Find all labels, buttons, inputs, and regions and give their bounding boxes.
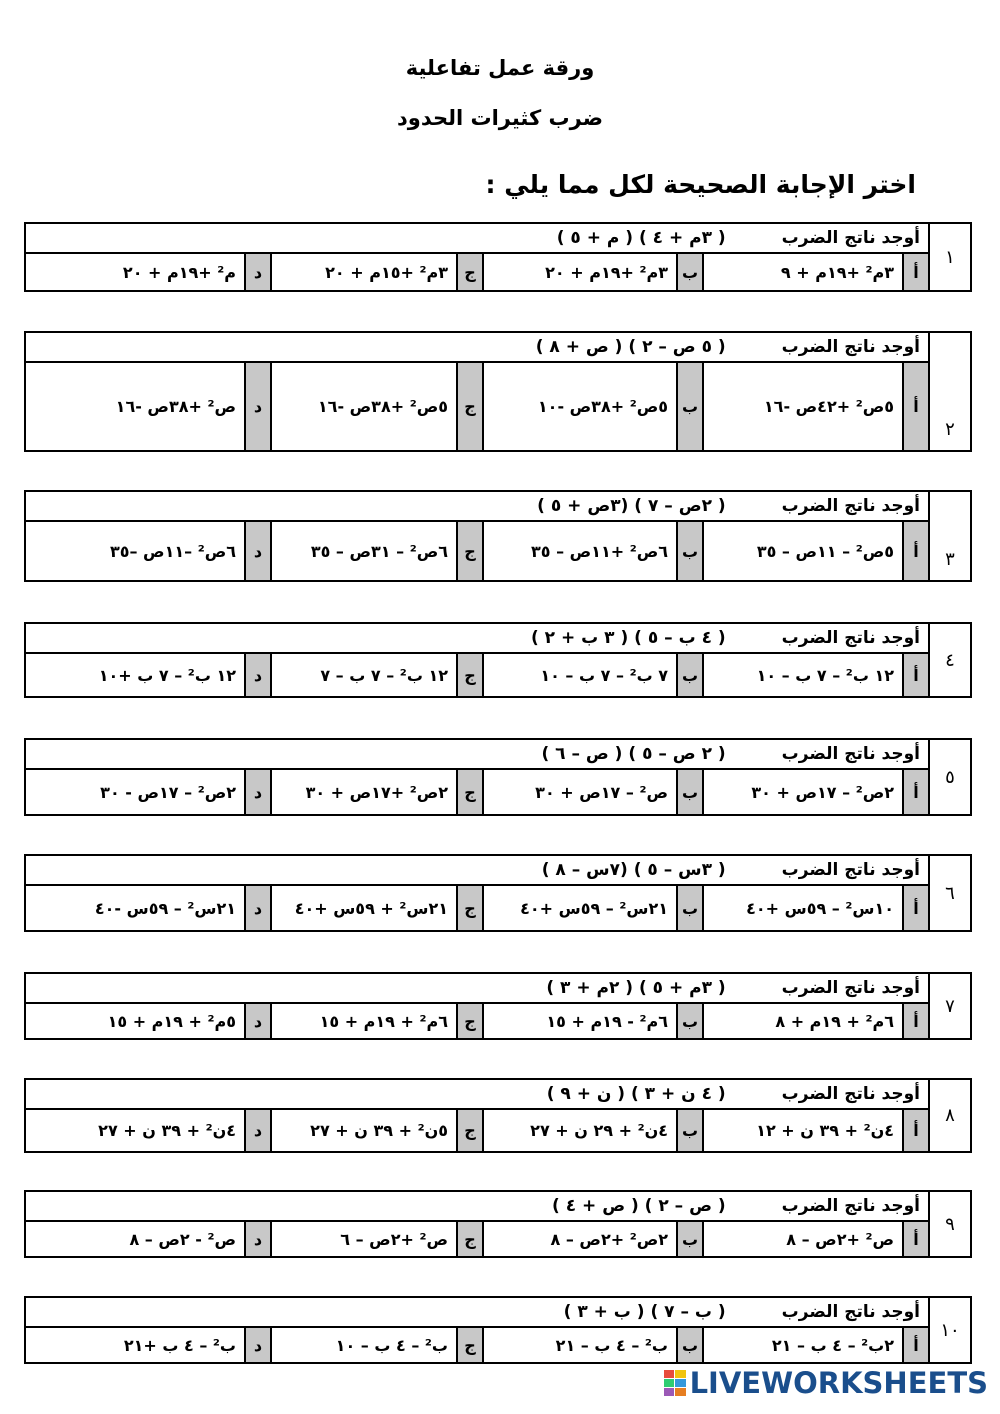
option-a-answer[interactable]: ٥ص² +٤٢ص -١٦ (702, 363, 902, 450)
option-c-letter: ج (456, 1004, 482, 1038)
option-c-letter: ج (456, 1328, 482, 1362)
question-box (24, 738, 972, 816)
question-number: ٨ (928, 1080, 970, 1151)
answer-options (26, 522, 928, 580)
option-d-letter: د (244, 770, 270, 814)
option-b-answer[interactable]: ٦ص² +١١ص – ٣٥ (482, 522, 676, 580)
option-b-letter: ب (676, 522, 702, 580)
question-header (26, 974, 928, 1004)
question-expression: ( ٣م + ٤ ) ( م + ٥ ) (556, 228, 726, 248)
question-header (26, 224, 928, 254)
question-number: ٦ (928, 856, 970, 930)
option-c-letter: ج (456, 886, 482, 930)
option-a-letter: أ (902, 886, 928, 930)
option-a-letter: أ (902, 654, 928, 696)
question-box (24, 222, 972, 292)
option-d-answer[interactable]: م² +١٩م + ٢٠ (122, 262, 236, 282)
option-a-answer[interactable]: ٢ب² – ٤ ب – ٢١ (702, 1328, 902, 1362)
question-prompt: أوجد ناتج الضرب (781, 744, 920, 764)
option-b-answer[interactable]: ٤ن² + ٢٩ ن + ٢٧ (482, 1110, 676, 1151)
question-box (24, 622, 972, 698)
option-d-answer[interactable]: ١٢ ب² – ٧ ب +١٠ (98, 665, 236, 685)
answer-options (26, 654, 928, 696)
option-b-letter: ب (676, 254, 702, 290)
question-prompt: أوجد ناتج الضرب (781, 228, 920, 248)
option-d-letter: د (244, 1110, 270, 1151)
option-a-letter: أ (902, 363, 928, 450)
question-number: ٩ (928, 1192, 970, 1256)
question-expression: ( ٤ ن + ٣ ) ( ن + ٩ ) (546, 1084, 726, 1104)
logo-mark-icon (664, 1370, 686, 1396)
option-c-answer[interactable]: ٢١س² + ٥٩س +٤٠ (270, 886, 456, 930)
question-prompt: أوجد ناتج الضرب (781, 628, 920, 648)
option-a-letter: أ (902, 254, 928, 290)
answer-options (26, 1222, 928, 1256)
question-header (26, 1080, 928, 1110)
option-d-answer[interactable]: ٦ص² –١١ص –٣٥ (109, 541, 236, 561)
option-c-answer[interactable]: ٦ص² – ٣١ص – ٣٥ (270, 522, 456, 580)
option-b-letter: ب (676, 1328, 702, 1362)
question-header (26, 492, 928, 522)
answer-options (26, 886, 928, 930)
option-b-letter: ب (676, 654, 702, 696)
question-header (26, 333, 928, 363)
option-a-letter: أ (902, 1328, 928, 1362)
question-expression: ( ٢ص – ٧ ) (٣ص + ٥ ) (537, 496, 726, 516)
option-b-answer[interactable]: ٥ص² +٣٨ص -١٠ (482, 363, 676, 450)
option-c-letter: ج (456, 522, 482, 580)
question-box (24, 490, 972, 582)
option-c-letter: ج (456, 1222, 482, 1256)
worksheet-title: ورقة عمل تفاعلية (405, 56, 595, 80)
option-c-answer[interactable]: ٥ن² + ٣٩ ن + ٢٧ (270, 1110, 456, 1151)
option-a-answer[interactable]: ٥ص² – ١١ص – ٣٥ (702, 522, 902, 580)
option-a-letter: أ (902, 770, 928, 814)
option-a-answer[interactable]: ١٢ ب² – ٧ ب – ١٠ (702, 654, 902, 696)
worksheet-subtitle: ضرب كثيرات الحدود (397, 106, 603, 130)
question-expression: ( ٣م + ٥ ) ( ٢م + ٣ ) (546, 978, 726, 998)
option-a-letter: أ (902, 1222, 928, 1256)
option-a-answer[interactable]: ٣م² +١٩م + ٩ (702, 254, 902, 290)
option-d-answer[interactable]: ٥م² + ١٩م + ١٥ (107, 1011, 236, 1031)
question-prompt: أوجد ناتج الضرب (781, 978, 920, 998)
instruction-text: اختر الإجابة الصحيحة لكل مما يلي : (485, 170, 916, 199)
logo-text: LIVEWORKSHEETS (689, 1366, 988, 1400)
question-prompt: أوجد ناتج الضرب (781, 860, 920, 880)
question-number: ٤ (928, 624, 970, 696)
question-box (24, 1078, 972, 1153)
question-box (24, 1296, 972, 1364)
option-b-answer[interactable]: ب² – ٤ ب – ٢١ (482, 1328, 676, 1362)
option-d-answer[interactable]: ص² +٣٨ص -١٦ (115, 397, 236, 416)
question-number: ٥ (928, 740, 970, 814)
option-d-letter: د (244, 363, 270, 450)
question-expression: ( ٤ ب – ٥ ) ( ٣ ب + ٢ ) (530, 628, 726, 648)
option-d-answer[interactable]: ٤ن² + ٣٩ ن + ٢٧ (98, 1121, 236, 1140)
answer-options (26, 254, 928, 290)
option-b-letter: ب (676, 770, 702, 814)
question-expression: ( ص – ٢ ) ( ص + ٤ ) (552, 1196, 726, 1216)
option-a-answer[interactable]: ٦م² + ١٩م + ٨ (702, 1004, 902, 1038)
option-b-answer[interactable]: ص² – ١٧ص + ٣٠ (482, 770, 676, 814)
option-b-answer[interactable]: ٦م² - ١٩م + ١٥ (482, 1004, 676, 1038)
option-c-answer[interactable]: ٣م² +١٥م + ٢٠ (270, 254, 456, 290)
option-a-answer[interactable]: ٤ن² + ٣٩ ن + ١٢ (702, 1110, 902, 1151)
option-d-answer[interactable]: ٢١س² – ٥٩س -٤٠ (94, 898, 236, 918)
option-b-answer[interactable]: ٢١س² – ٥٩س +٤٠ (482, 886, 676, 930)
answer-options (26, 770, 928, 814)
option-d-letter: د (244, 886, 270, 930)
option-a-answer[interactable]: ٢ص² – ١٧ص + ٣٠ (702, 770, 902, 814)
option-d-letter: د (244, 254, 270, 290)
option-c-answer[interactable]: ٢ص² +١٧ص + ٣٠ (270, 770, 456, 814)
question-prompt: أوجد ناتج الضرب (781, 1196, 920, 1216)
option-d-letter: د (244, 654, 270, 696)
option-b-answer[interactable]: ٢ص² +٢ص – ٨ (482, 1222, 676, 1256)
option-d-letter: د (244, 1328, 270, 1362)
option-d-letter: د (244, 522, 270, 580)
question-prompt: أوجد ناتج الضرب (781, 1084, 920, 1104)
question-header (26, 856, 928, 886)
question-prompt: أوجد ناتج الضرب (781, 496, 920, 516)
answer-options (26, 1328, 928, 1362)
option-c-answer[interactable]: ص² +٢ص – ٦ (270, 1222, 456, 1256)
question-number: ٣ (928, 492, 970, 580)
question-header (26, 740, 928, 770)
question-expression: ( ٥ ص – ٢ ) ( ص + ٨ ) (535, 337, 726, 357)
question-prompt: أوجد ناتج الضرب (781, 1302, 920, 1322)
option-c-answer[interactable]: ١٢ ب² – ٧ ب – ٧ (270, 654, 456, 696)
option-a-letter: أ (902, 1110, 928, 1151)
option-b-letter: ب (676, 886, 702, 930)
question-box (24, 972, 972, 1040)
question-header (26, 624, 928, 654)
option-d-letter: د (244, 1004, 270, 1038)
option-c-letter: ج (456, 654, 482, 696)
question-expression: ( ٣س – ٥ ) (٧س – ٨ ) (541, 860, 726, 880)
option-d-answer[interactable]: ب² – ٤ ب +٢١ (123, 1335, 236, 1355)
option-c-answer[interactable]: ٦م² + ١٩م + ١٥ (270, 1004, 456, 1038)
option-d-answer[interactable]: ص² - ٢ص – ٨ (129, 1229, 236, 1249)
question-box (24, 854, 972, 932)
option-c-answer[interactable]: ب² – ٤ ب – ١٠ (270, 1328, 456, 1362)
option-b-letter: ب (676, 1004, 702, 1038)
liveworksheets-logo (664, 1366, 988, 1400)
answer-options (26, 1110, 928, 1151)
option-a-answer[interactable]: ص² +٢ص – ٨ (702, 1222, 902, 1256)
option-b-letter: ب (676, 1110, 702, 1151)
question-number: ٢ (928, 333, 970, 450)
option-b-answer[interactable]: ٧ ب² – ٧ ب – ١٠ (482, 654, 676, 696)
answer-options (26, 363, 928, 450)
option-c-letter: ج (456, 1110, 482, 1151)
answer-options (26, 1004, 928, 1038)
question-number: ١٠ (928, 1298, 970, 1362)
option-c-answer[interactable]: ٥ص² +٣٨ص -١٦ (270, 363, 456, 450)
option-a-letter: أ (902, 1004, 928, 1038)
question-header (26, 1192, 928, 1222)
option-c-letter: ج (456, 254, 482, 290)
question-box (24, 331, 972, 452)
option-c-letter: ج (456, 770, 482, 814)
option-b-letter: ب (676, 1222, 702, 1256)
question-expression: ( ٢ ص – ٥ ) ( ص – ٦ ) (541, 744, 726, 764)
option-a-answer[interactable]: ١٠س² – ٥٩س +٤٠ (702, 886, 902, 930)
question-number: ٧ (928, 974, 970, 1038)
question-prompt: أوجد ناتج الضرب (781, 337, 920, 357)
question-box (24, 1190, 972, 1258)
question-header (26, 1298, 928, 1328)
option-d-answer[interactable]: ٢ص² – ١٧ص - ٣٠ (100, 782, 236, 802)
option-b-letter: ب (676, 363, 702, 450)
question-expression: ( ب – ٧ ) ( ب + ٣ ) (563, 1302, 726, 1322)
question-number: ١ (928, 224, 970, 290)
option-d-letter: د (244, 1222, 270, 1256)
option-b-answer[interactable]: ٣م² +١٩م + ٢٠ (482, 254, 676, 290)
option-a-letter: أ (902, 522, 928, 580)
option-c-letter: ج (456, 363, 482, 450)
